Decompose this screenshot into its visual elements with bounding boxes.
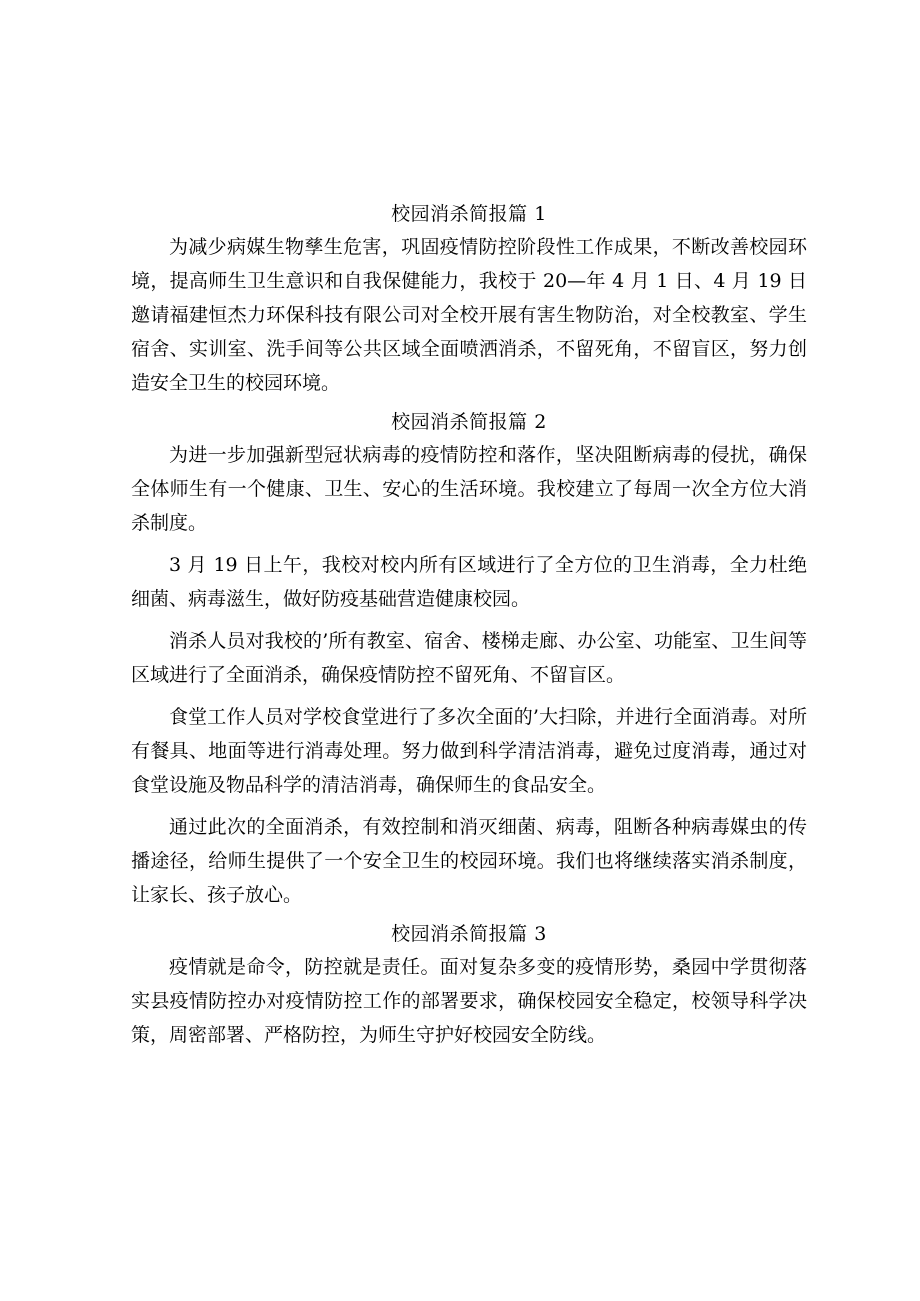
section-1	[131, 200, 807, 400]
section-2	[131, 408, 807, 912]
paragraph: 通过此次的全面消杀，有效控制和消灭细菌、病毒，阻断各种病毒媒虫的传播途径，给师生提供了一个安全卫生的校园环境。我们也将继续落实消杀制度，让家长、孩子放心。	[131, 816, 807, 906]
paragraph: 食堂工作人员对学校食堂进行了多次全面的’大扫除，并进行全面消毒。对所有餐具、地面等进行消毒处理。努力做到科学清洁消毒，避免过度消毒，通过对食堂设施及物品科学的清洁消毒，确保师生的食品安全。	[131, 706, 807, 796]
paragraph: 为进一步加强新型冠状病毒的疫情防控和落作，坚决阻断病毒的侵扰，确保全体师生有一个健康、卫生、安心的生活环境。我校建立了每周一次全方位大消杀制度。	[131, 444, 807, 534]
section-3	[131, 920, 807, 1052]
paragraph: 疫情就是命令，防控就是责任。面对复杂多变的疫情形势，桑园中学贯彻落实县疫情防控办对疫情防控工作的部署要求，确保校园安全稳定，校领导科学决策，周密部署、严格防控，为师生守护好校园安全防线。	[131, 956, 807, 1046]
section-title: 校园消杀简报篇 3	[391, 923, 547, 945]
paragraph: 为减少病媒生物孳生危害，巩固疫情防控阶段性工作成果，不断改善校园环境，提高师生卫生意识和自我保健能力，我校于 20—年 4 月 1 日、4 月 19 日邀请福建恒杰力环保科技有限公司对全校开展有害生物防治，对全校教室、学生宿舍、实训室、洗手间等公共区域全面喷洒消杀，不留死角，不留盲区，努力创造安全卫生的校园环境。	[131, 236, 807, 394]
section-title: 校园消杀简报篇 2	[391, 411, 547, 433]
section-title: 校园消杀简报篇 1	[391, 203, 547, 225]
document-page	[131, 200, 807, 1060]
paragraph: 3 月 19 日上午，我校对校内所有区域进行了全方位的卫生消毒，全力杜绝细菌、病毒滋生，做好防疫基础营造健康校园。	[131, 554, 807, 610]
paragraph: 消杀人员对我校的’所有教室、宿舍、楼梯走廊、办公室、功能室、卫生间等区域进行了全面消杀，确保疫情防控不留死角、不留盲区。	[131, 630, 807, 686]
